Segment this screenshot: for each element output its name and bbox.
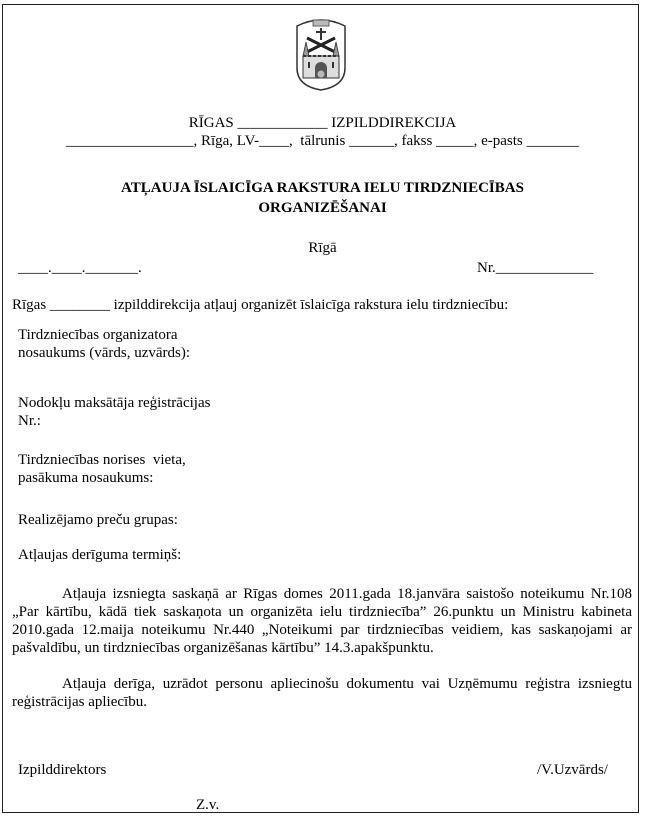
- validity-paragraph: Atļauja derīga, uzrādot personu apliecinošu dokumentu vai Uzņēmumu reģistra izsniegtu reģistrācijas apliecību.: [12, 676, 632, 710]
- field-label-tax-number-cont: Nr.:: [18, 413, 41, 429]
- permit-number-field: Nr._____________: [477, 260, 594, 276]
- intro-statement: Rīgas ________ izpilddirekcija atļauj organizēt īslaicīga rakstura ielu tirdzniecību:: [12, 297, 509, 313]
- contact-details-line: _________________, Rīga, LV-____, tālrunis ______, fakss _____, e-pasts _______: [65, 133, 580, 149]
- field-label-location: Tirdzniecības norises vieta,: [18, 452, 186, 468]
- executive-office-heading: RĪGAS ____________ IZPILDDIREKCIJA: [188, 115, 457, 131]
- field-label-organizer-cont: nosaukums (vārds, uzvārds):: [18, 345, 191, 361]
- legal-basis-paragraph: Atļauja izsniegta saskaņā ar Rīgas domes 2011.gada 18.janvāra saistošo noteikumu Nr.108 „Par kārtību, kādā tiek saskaņota un organizēta ielu tirdzniecība” 26.punktu un Ministru kabineta 2010.gada 12.maija noteikumu Nr.440 „Noteikumi par tirdzniecības veidiem, kas saskaņojami ar pašvaldību, un tirdzniecības organizēšanas kārtību” 14.3.apakšpunktu.: [12, 586, 632, 656]
- field-label-tax-number: Nodokļu maksātāja reģistrācijas: [18, 395, 211, 411]
- place-of-issue: Rīgā: [308, 240, 337, 256]
- stamp-place: Z.v.: [196, 797, 220, 813]
- document-title-line-2: ORGANIZĒŠANAI: [258, 200, 387, 216]
- riga-coat-of-arms-logo: [293, 12, 349, 92]
- field-label-validity: Atļaujas derīguma termiņš:: [18, 547, 182, 563]
- signatory-name: /V.Uzvārds/: [537, 762, 608, 778]
- field-label-organizer: Tirdzniecības organizatora: [18, 327, 178, 343]
- field-label-goods-groups: Realizējamo preču grupas:: [18, 512, 178, 528]
- document-title-line-1: ATĻAUJA ĪSLAICĪGA RAKSTURA IELU TIRDZNIECĪBAS: [121, 180, 524, 196]
- field-label-location-cont: pasākuma nosaukums:: [18, 470, 154, 486]
- date-field: ____.____._______.: [18, 260, 142, 276]
- signatory-role: Izpilddirektors: [18, 762, 107, 778]
